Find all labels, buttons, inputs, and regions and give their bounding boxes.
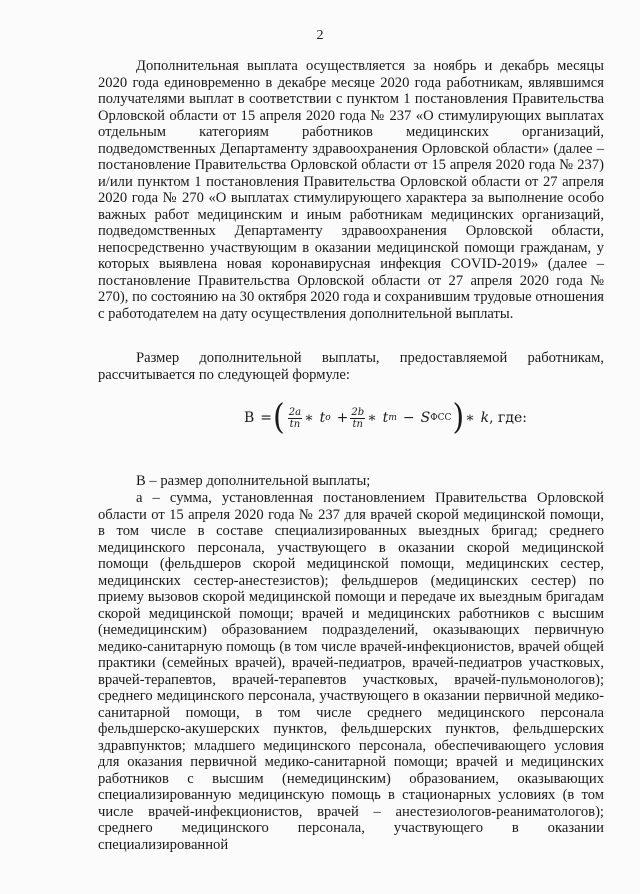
- formula-t-o-sub: o: [325, 413, 331, 423]
- paragraph-definition-a: [98, 490, 604, 853]
- formula-tail: , где:: [489, 410, 528, 426]
- formula-minus: −: [402, 410, 415, 426]
- formula-plus: +: [336, 410, 349, 426]
- paragraph-text: В – размер дополнительной выплаты;: [136, 473, 371, 489]
- paragraph-additional-payment: [98, 58, 604, 322]
- payment-formula: [244, 398, 527, 438]
- formula-s: S: [420, 410, 431, 426]
- formula-close-paren: ): [452, 397, 465, 438]
- page-number: 2: [316, 28, 324, 43]
- formula-times: ∗: [304, 410, 314, 426]
- formula-k: k: [480, 410, 490, 426]
- fraction-denominator: tn: [352, 418, 363, 430]
- formula-t-m-sub: m: [388, 413, 397, 423]
- formula-times: ∗: [367, 410, 377, 426]
- formula-fraction-b: [350, 407, 365, 430]
- fraction-numerator: 2b: [351, 406, 365, 418]
- formula-t-m: t: [382, 410, 389, 426]
- formula-t-o: t: [319, 410, 326, 426]
- paragraph-text: Дополнительная выплата осуществляется за ноябрь и декабрь месяцы 2020 года единовременно в декабре месяце 2020 года работникам, являвшимся получателями выплат в соответствии с пунктом 1 постановления Правительства Орловской области от 15 апреля 2020 года № 237 «О стимулирующих выплатах отдельным категориям работников медицинских организаций, подведомственных Департаменту здравоохранения Орловской области» (далее – постановление Правительства Орловской области от 15 апреля 2020 года № 237) и/или пунктом 1 постановления Правительства Орловской области от 27 апреля 2020 года № 270 «О выплатах стимулирующего характера за выполнение особо важных работ медицинским и иным работникам медицинских организаций, подведомственных Департаменту здравоохранения Орловской области, непосредственно участвующим в оказании медицинской помощи гражданам, у которых выявлена новая коронавирусная инфекция COVID-2019» (далее – постановление Правительства Орловской области от 27 апреля 2020 года № 270), по состоянию на 30 октября 2020 года и сохранившим трудовые отношения с работодателем на дату осуществления дополнительной выплаты.: [98, 58, 604, 322]
- paragraph-text: Размер дополнительной выплаты, предоставляемой работникам, рассчитывается по следующей формуле:: [98, 350, 604, 383]
- paragraph-definition-b: [98, 473, 604, 490]
- fraction-numerator: 2a: [288, 406, 302, 418]
- formula-fraction-a: [288, 407, 302, 430]
- formula-times: ∗: [465, 410, 475, 426]
- paragraph-text: а – сумма, установленная постановлением Правительства Орловской области от 15 апреля 2020 года № 237 для врачей скорой медицинской помощи, в том числе в составе специализированных выездных бригад; среднего медицинского персонала, участвующего в оказании скорой медицинской помощи (фельдшеров скорой медицинской помощи, медицинских сестер, медицинских сестер-анестезистов); фельдшеров (медицинских сестер) по приему вызовов скорой медицинской помощи и передаче их выездным бригадам скорой медицинской помощи; врачей и медицинских работников с высшим (немедицинским) образованием подразделений, оказывающих первичную медико-санитарную помощь (в том числе врачей-инфекционистов, врачей общей практики (семейных врачей), врачей-педиатров, врачей-педиатров участковых, врачей-терапевтов, врачей-терапевтов участковых, врачей-пульмонологов); среднего медицинского персонала, участвующего в оказании первичной медико-санитарной помощи, в том числе среднего медицинского персонала фельдшерско-акушерских пунктов, фельдшерских пунктов, фельдшерских здравпунктов; младшего медицинского персонала, обеспечивающего условия для оказания первичной медико-санитарной помощи; врачей и медицинских работников с высшим (немедицинским) образованием, оказывающих специализированную медицинскую помощь в стационарных условиях (в том числе врачей-инфекционистов, врачей – анестезиологов-реаниматологов); среднего медицинского персонала, участвующего в оказании специализированной: [98, 490, 604, 853]
- fraction-denominator: tn: [289, 418, 301, 430]
- formula-lhs: В: [244, 410, 255, 426]
- paragraph-formula-intro: [98, 350, 604, 383]
- formula-equals: =: [260, 410, 273, 426]
- formula-open-paren: (: [273, 397, 285, 438]
- formula-s-sub: ФСС: [430, 413, 452, 423]
